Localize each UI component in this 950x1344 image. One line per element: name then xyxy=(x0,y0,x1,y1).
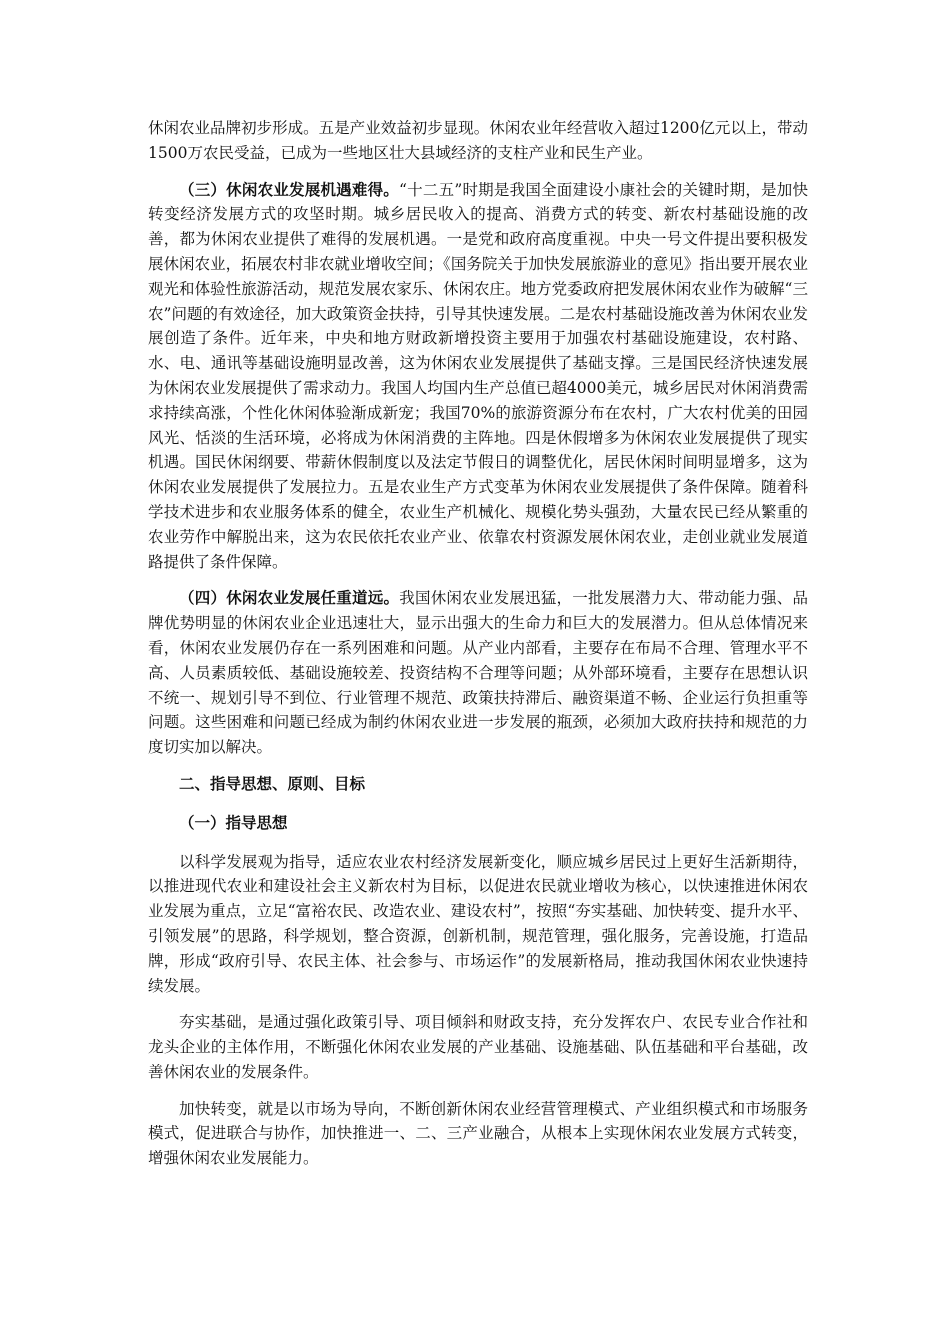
paragraph-guiding-ideology: 以科学发展观为指导，适应农业农村经济发展新变化，顺应城乡居民过上更好生活新期待，以推进现代农业和建设社会主义新农村为目标，以促进农民就业增收为核心，以快速推进休闲农业发展为重点，立足“富裕农民、改造农业、建设农村”，按照“夯实基础、加快转变、提升水平、引领发展”的思路，科学规划，整合资源，创新机制，规范管理，强化服务，完善设施，打造品牌，形成“政府引导、农民主体、社会参与、市场运作”的发展新格局，推动我国休闲农业快速持续发展。 xyxy=(148,852,808,995)
section-body-opportunity: “十二五”时期是我国全面建设小康社会的关键时期，是加快转变经济发展方式的攻坚时期。城乡居民收入的提高、消费方式的转变、新农村基础设施的改善，都为休闲农业提供了难得的发展机遇。一是党和政府高度重视。中央一号文件提出要积极发展休闲农业，拓展农村非农就业增收空间；《国务院关于加快发展旅游业的意见》指出要开展农业观光和体验性旅游活动，规范发展农家乐、休闲农庄。地方党委政府把发展休闲农业作为破解“三农”问题的有效途径，加大政策资金扶持，引导其快速发展。二是农村基础设施改善为休闲农业发展创造了条件。近年来，中央和地方财政新增投资主要用于加强农村基础设施建设，农村路、水、电、通讯等基础设施明显改善，这为休闲农业发展提供了基础支撑。三是国民经济快速发展为休闲农业发展提供了需求动力。我国人均国内生产总值已超4000美元，城乡居民对休闲消费需求持续高涨，个性化休闲体验渐成新宠；我国70%的旅游资源分布在农村，广大农村优美的田园风光、恬淡的生活环境，必将成为休闲消费的主阵地。四是休假增多为休闲农业发展提供了现实机遇。国民休闲纲要、带薪休假制度以及法定节假日的调整优化，居民休闲时间明显增多，这为休闲农业发展提供了发展拉力。五是农业生产方式变革为休闲农业发展提供了条件保障。随着科学技术进步和农业服务体系的健全，农业生产机械化、规模化势头强劲，大量农民已经从繁重的农业劳作中解脱出来，这为农民依托农业产业、依靠农村资源发展休闲农业，走创业就业发展道路提供了条件保障。 xyxy=(148,180,808,571)
section-lead-challenges: （四）休闲农业发展任重道远。 xyxy=(179,588,400,608)
paragraph-solid-foundation: 夯实基础，是通过强化政策引导、项目倾斜和财政支持，充分发挥农户、农民专业合作社和龙头企业的主体作用，不断强化休闲农业发展的产业基础、设施基础、队伍基础和平台基础，改善休闲农业的发展条件。 xyxy=(148,1013,808,1081)
paragraph-accelerate-transformation: 加快转变，就是以市场为导向，不断创新休闲农业经营管理模式、产业组织模式和市场服务模式，促进联合与协作，加快推进一、二、三产业融合，从根本上实现休闲农业发展方式转变，增强休闲农业发展能力。 xyxy=(148,1099,808,1168)
paragraph-opportunity xyxy=(148,178,808,575)
subsection-heading-guiding-ideology: （一）指导思想 xyxy=(179,812,288,832)
paragraph-challenges xyxy=(148,586,808,760)
section-lead-opportunity: （三）休闲农业发展机遇难得。 xyxy=(179,179,400,199)
section-body-challenges: 我国休闲农业发展迅猛，一批发展潜力大、带动能力强、品牌优势明显的休闲农业企业迅速壮大，显示出强大的生命力和巨大的发展潜力。但从总体情况来看，休闲农业发展仍存在一系列困难和问题。从产业内部看，主要存在布局不合理、管理水平不高、人员素质较低、基础设施较差、投资结构不合理等问题；从外部环境看，主要存在思想认识不统一、规划引导不到位、行业管理不规范、政策扶持滞后、融资渠道不畅、企业运行负担重等问题。这些困难和问题已经成为制约休闲农业进一步发展的瓶颈，必须加大政府扶持和规范的力度切实加以解决。 xyxy=(148,589,808,757)
paragraph-industry-brand: 休闲农业品牌初步形成。五是产业效益初步显现。休闲农业年经营收入超过1200亿元以上，带动1500万农民受益，已成为一些地区壮大县域经济的支柱产业和民生产业。 xyxy=(148,119,808,162)
section-heading-guiding: 二、指导思想、原则、目标 xyxy=(179,773,366,793)
document-page xyxy=(148,116,808,1183)
